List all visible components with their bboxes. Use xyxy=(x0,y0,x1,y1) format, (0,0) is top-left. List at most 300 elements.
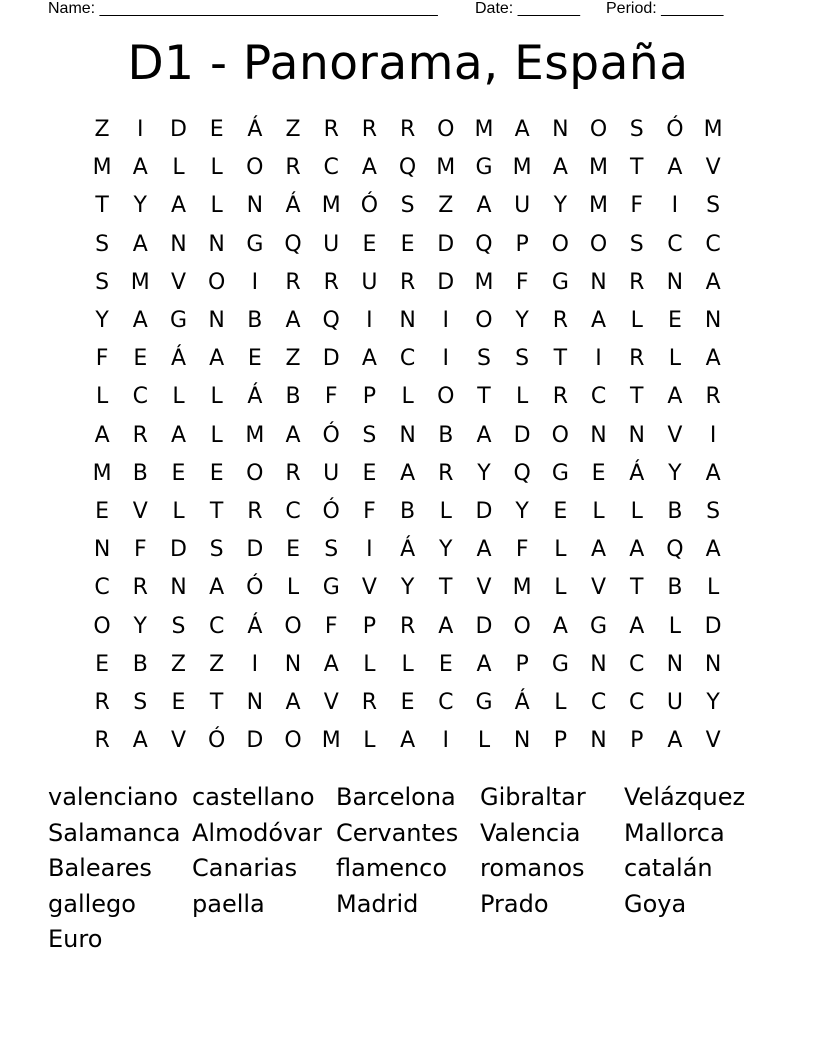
grid-letter: O xyxy=(589,117,608,143)
grid-letter: N xyxy=(704,651,722,677)
grid-letter: Á xyxy=(247,117,263,143)
grid-letter: O xyxy=(207,269,226,295)
grid-letter: A xyxy=(209,575,225,601)
grid-letter: M xyxy=(512,155,532,181)
grid-letter: Ó xyxy=(322,422,340,448)
grid-letter: F xyxy=(324,613,338,639)
grid-letter: B xyxy=(667,498,683,524)
grid-letter: Ó xyxy=(360,193,379,219)
word-bank-item: valenciano xyxy=(48,783,179,811)
grid-letter: S xyxy=(706,498,721,524)
grid-letter: I xyxy=(442,346,450,372)
grid-letter: C xyxy=(94,575,110,601)
period-field-label: Period: _______ xyxy=(606,0,724,17)
grid-letter: R xyxy=(94,728,110,754)
grid-letter: A xyxy=(476,537,492,563)
grid-letter: V xyxy=(705,155,721,181)
grid-letter: M xyxy=(92,460,112,486)
word-bank-item: Almodóvar xyxy=(192,818,322,847)
grid-letter: A xyxy=(323,651,339,677)
word-bank-item: Cervantes xyxy=(336,818,459,847)
grid-letter: B xyxy=(667,575,683,601)
grid-letter: N xyxy=(704,308,722,334)
grid-letter: U xyxy=(666,689,683,715)
grid-letter: A xyxy=(591,537,607,563)
grid-letter: C xyxy=(590,689,607,715)
grid-letter: M xyxy=(436,155,456,181)
grid-letter: N xyxy=(590,728,607,754)
grid-letter: Z xyxy=(285,117,301,143)
date-field-label: Date: _______ xyxy=(475,0,580,17)
grid-letter: G xyxy=(590,613,608,639)
grid-letter: G xyxy=(475,689,493,715)
grid-letter: E xyxy=(438,651,453,677)
grid-letter: V xyxy=(170,728,186,754)
grid-letter: C xyxy=(438,689,454,715)
word-search-grid xyxy=(83,111,732,760)
grid-letter: R xyxy=(438,460,454,486)
grid-letter: I xyxy=(137,117,144,143)
grid-letter: R xyxy=(552,384,568,410)
grid-letter: Q xyxy=(513,460,531,486)
grid-letter: L xyxy=(592,498,605,524)
grid-letter: S xyxy=(629,231,644,257)
grid-letter: G xyxy=(246,231,264,257)
grid-letter: I xyxy=(442,728,450,754)
grid-letter: T xyxy=(553,346,568,372)
grid-letter: P xyxy=(515,651,529,677)
grid-letter: I xyxy=(251,651,259,677)
grid-letter: F xyxy=(363,498,376,524)
grid-letter: Á xyxy=(170,346,186,372)
grid-letter: Z xyxy=(170,651,186,677)
grid-letter: T xyxy=(629,384,644,410)
grid-letter: L xyxy=(554,575,567,601)
grid-letter: I xyxy=(366,308,373,334)
word-bank-item: Valencia xyxy=(480,818,581,847)
grid-letter: E xyxy=(400,689,415,715)
grid-letter: Z xyxy=(209,651,225,677)
word-bank-item: catalán xyxy=(624,854,713,882)
grid-letter: A xyxy=(285,689,301,715)
header-fields xyxy=(48,0,732,18)
word-bank-item: castellano xyxy=(192,783,315,811)
grid-letter: C xyxy=(132,384,148,410)
grid-letter: E xyxy=(171,460,186,486)
grid-letter: N xyxy=(590,422,607,448)
grid-letter: L xyxy=(401,651,414,677)
grid-letter: A xyxy=(514,117,530,143)
grid-letter: Z xyxy=(285,346,301,372)
grid-letter: Y xyxy=(553,193,568,219)
grid-letter: Á xyxy=(514,689,530,715)
grid-letter: Z xyxy=(438,193,454,219)
grid-letter: U xyxy=(323,460,340,486)
grid-letter: C xyxy=(399,346,416,372)
grid-letter: B xyxy=(400,498,416,524)
grid-letter: I xyxy=(251,269,259,295)
grid-letter: Y xyxy=(477,460,491,486)
grid-letter: M xyxy=(474,117,494,143)
grid-letter: L xyxy=(477,728,491,754)
grid-letter: L xyxy=(286,575,300,601)
grid-letter: L xyxy=(516,384,529,410)
grid-letter: M xyxy=(130,269,150,295)
grid-letter: D xyxy=(169,537,187,563)
grid-letter: R xyxy=(285,269,301,295)
grid-letter: F xyxy=(630,193,644,219)
grid-letter: B xyxy=(285,384,301,410)
grid-letter: U xyxy=(514,193,531,219)
grid-letter: D xyxy=(704,613,722,639)
grid-letter: G xyxy=(551,269,569,295)
grid-letter: A xyxy=(209,346,225,372)
grid-letter: O xyxy=(437,384,455,410)
grid-letter: D xyxy=(246,537,264,563)
grid-letter: E xyxy=(400,231,415,257)
grid-letter: N xyxy=(170,231,187,257)
grid-letter: L xyxy=(554,689,567,715)
grid-letter: L xyxy=(668,346,682,372)
grid-letter: O xyxy=(437,117,455,143)
grid-letter: U xyxy=(323,231,340,257)
grid-letter: L xyxy=(172,155,185,181)
grid-letter: Q xyxy=(322,308,340,334)
grid-letter: L xyxy=(363,728,376,754)
grid-letter: A xyxy=(629,613,645,639)
grid-letter: A xyxy=(705,346,721,372)
grid-letter: A xyxy=(476,651,492,677)
grid-letter: N xyxy=(513,728,531,754)
word-bank-item: Euro xyxy=(48,925,103,953)
grid-letter: F xyxy=(515,537,529,563)
grid-letter: D xyxy=(322,346,340,372)
grid-letter: E xyxy=(591,460,606,486)
grid-letter: V xyxy=(361,575,377,601)
grid-letter: A xyxy=(285,308,301,334)
grid-letter: D xyxy=(246,728,264,754)
grid-letter: N xyxy=(93,537,111,563)
grid-letter: M xyxy=(92,155,112,181)
grid-letter: Z xyxy=(94,117,110,143)
grid-letter: A xyxy=(667,384,683,410)
grid-letter: F xyxy=(133,537,147,563)
grid-letter: L xyxy=(210,155,223,181)
grid-letter: O xyxy=(589,231,608,257)
grid-letter: A xyxy=(705,537,721,563)
grid-letter: T xyxy=(209,689,224,715)
grid-letter: A xyxy=(438,613,454,639)
word-bank-item: Prado xyxy=(480,889,549,918)
grid-letter: Á xyxy=(285,193,301,219)
grid-letter: L xyxy=(172,384,185,410)
grid-letter: L xyxy=(630,498,643,524)
grid-letter: N xyxy=(208,308,225,334)
grid-letter: O xyxy=(284,613,302,639)
grid-letter: A xyxy=(132,155,148,181)
grid-letter: E xyxy=(553,498,568,524)
grid-letter: N xyxy=(399,422,416,448)
grid-letter: V xyxy=(323,689,339,715)
grid-letter: S xyxy=(515,346,530,372)
grid-letter: N xyxy=(284,651,302,677)
grid-letter: P xyxy=(362,384,377,410)
grid-letter: Q xyxy=(475,231,493,257)
grid-letter: F xyxy=(515,269,529,295)
grid-letter: B xyxy=(438,422,454,448)
grid-letter: Y xyxy=(515,308,529,334)
grid-letter: O xyxy=(513,613,531,639)
grid-letter: A xyxy=(132,308,148,334)
grid-letter: N xyxy=(208,231,225,257)
grid-letter: D xyxy=(437,269,455,295)
grid-letter: L xyxy=(210,193,223,219)
grid-letter: Y xyxy=(515,498,529,524)
grid-letter: N xyxy=(666,651,684,677)
grid-letter: S xyxy=(706,193,721,219)
word-bank-item: flamenco xyxy=(336,854,448,882)
grid-letter: S xyxy=(209,537,224,563)
grid-letter: A xyxy=(667,728,683,754)
grid-letter: N xyxy=(552,117,569,143)
grid-letter: D xyxy=(475,498,493,524)
grid-letter: R xyxy=(285,460,301,486)
grid-letter: G xyxy=(322,575,340,601)
grid-letter: Ó xyxy=(246,575,264,601)
grid-letter: P xyxy=(630,728,644,754)
grid-letter: I xyxy=(671,193,679,219)
grid-letter: N xyxy=(170,575,187,601)
grid-letter: S xyxy=(133,689,148,715)
grid-letter: L xyxy=(95,384,109,410)
page-title: D1 - Panorama, España xyxy=(127,36,689,91)
grid-letter: B xyxy=(247,308,263,334)
grid-letter: L xyxy=(210,422,223,448)
grid-letter: A xyxy=(552,155,568,181)
grid-letter: Q xyxy=(666,537,684,563)
grid-letter: S xyxy=(629,117,644,143)
grid-letter: T xyxy=(477,384,491,410)
grid-letter: M xyxy=(512,575,532,601)
grid-letter: C xyxy=(629,651,645,677)
grid-letter: E xyxy=(667,308,682,334)
grid-letter: A xyxy=(170,422,186,448)
grid-letter: R xyxy=(361,117,378,143)
grid-letter: R xyxy=(629,346,645,372)
grid-letter: A xyxy=(667,155,683,181)
grid-letter: F xyxy=(95,346,109,372)
grid-letter: N xyxy=(590,269,607,295)
grid-letter: A xyxy=(400,460,416,486)
grid-letter: O xyxy=(284,728,302,754)
grid-letter: Y xyxy=(133,193,147,219)
grid-letter: T xyxy=(439,575,453,601)
grid-letter: A xyxy=(400,728,416,754)
word-bank-item: Goya xyxy=(624,889,687,918)
word-bank-item: Baleares xyxy=(48,854,152,882)
grid-letter: R xyxy=(399,117,416,143)
grid-letter: O xyxy=(93,613,111,639)
grid-letter: C xyxy=(323,155,339,181)
grid-letter: V xyxy=(591,575,607,601)
grid-letter: N xyxy=(246,193,264,219)
grid-letter: V xyxy=(132,498,148,524)
grid-letter: G xyxy=(169,308,187,334)
grid-letter: E xyxy=(95,498,110,524)
word-bank-item: Canarias xyxy=(192,854,298,882)
grid-letter: Y xyxy=(668,460,682,486)
grid-letter: R xyxy=(247,498,263,524)
grid-letter: G xyxy=(475,155,493,181)
grid-letter: I xyxy=(366,537,373,563)
grid-letter: M xyxy=(474,269,494,295)
grid-letter: A xyxy=(705,460,721,486)
grid-letter: B xyxy=(132,651,148,677)
grid-letter: B xyxy=(132,460,148,486)
grid-letter: R xyxy=(399,613,416,639)
grid-letter: S xyxy=(171,613,186,639)
grid-letter: T xyxy=(95,193,109,219)
grid-letter: O xyxy=(551,231,569,257)
grid-letter: L xyxy=(439,498,452,524)
grid-letter: M xyxy=(589,193,609,219)
grid-letter: R xyxy=(399,269,416,295)
grid-letter: D xyxy=(513,422,531,448)
grid-letter: S xyxy=(95,231,110,257)
grid-letter: L xyxy=(668,613,682,639)
grid-letter: Ó xyxy=(666,117,684,143)
grid-letter: R xyxy=(94,689,110,715)
grid-letter: O xyxy=(246,460,264,486)
grid-letter: A xyxy=(132,728,148,754)
grid-letter: O xyxy=(475,308,493,334)
grid-letter: E xyxy=(286,537,300,563)
grid-letter: N xyxy=(590,651,607,677)
grid-letter: A xyxy=(132,231,148,257)
grid-letter: D xyxy=(169,117,187,143)
word-bank-item: Velázquez xyxy=(624,783,746,811)
grid-letter: C xyxy=(629,689,645,715)
grid-letter: E xyxy=(133,346,148,372)
grid-letter: E xyxy=(209,117,224,143)
grid-letter: A xyxy=(94,422,110,448)
grid-letter: A xyxy=(629,537,645,563)
grid-letter: E xyxy=(247,346,262,372)
grid-letter: Á xyxy=(400,537,416,563)
grid-letter: G xyxy=(551,460,569,486)
grid-letter: M xyxy=(703,117,723,143)
grid-letter: A xyxy=(552,613,568,639)
grid-letter: F xyxy=(324,384,338,410)
grid-letter: O xyxy=(246,155,264,181)
word-bank-item: gallego xyxy=(48,889,136,918)
grid-letter: T xyxy=(629,575,644,601)
grid-letter: P xyxy=(553,728,567,754)
grid-letter: Y xyxy=(95,308,109,334)
grid-letter: I xyxy=(709,422,717,448)
grid-letter: V xyxy=(667,422,683,448)
grid-letter: Á xyxy=(629,460,645,486)
grid-letter: M xyxy=(321,193,341,219)
word-bank-item: Gibraltar xyxy=(480,783,586,811)
grid-letter: Ó xyxy=(207,728,226,754)
grid-letter: L xyxy=(172,498,185,524)
grid-letter: A xyxy=(705,269,721,295)
grid-letter: A xyxy=(476,193,492,219)
grid-letter: L xyxy=(706,575,720,601)
grid-letter: V xyxy=(170,269,186,295)
grid-letter: P xyxy=(515,231,529,257)
grid-letter: V xyxy=(705,728,721,754)
word-bank-item: Madrid xyxy=(336,889,419,918)
grid-letter: E xyxy=(171,689,186,715)
name-field-label: Name: ______________________________________ xyxy=(48,0,438,17)
grid-letter: L xyxy=(363,651,376,677)
grid-letter: R xyxy=(132,422,148,448)
grid-letter: Q xyxy=(284,231,302,257)
grid-letter: A xyxy=(285,422,301,448)
word-bank-item: Mallorca xyxy=(624,818,725,847)
grid-letter: S xyxy=(400,193,415,219)
word-bank xyxy=(48,780,768,958)
grid-letter: C xyxy=(667,231,683,257)
grid-letter: D xyxy=(437,231,455,257)
grid-letter: V xyxy=(476,575,492,601)
word-bank-item: romanos xyxy=(480,854,585,882)
grid-letter: U xyxy=(361,269,378,295)
grid-letter: L xyxy=(210,384,223,410)
grid-letter: Y xyxy=(706,689,720,715)
grid-letter: M xyxy=(321,728,341,754)
grid-letter: E xyxy=(362,460,377,486)
word-bank-item: Salamanca xyxy=(48,818,181,847)
grid-letter: G xyxy=(551,651,569,677)
grid-letter: A xyxy=(591,308,607,334)
grid-letter: R xyxy=(361,689,378,715)
grid-letter: E xyxy=(95,651,110,677)
grid-letter: R xyxy=(132,575,148,601)
grid-letter: L xyxy=(554,537,567,563)
grid-letter: R xyxy=(323,269,339,295)
grid-letter: E xyxy=(209,460,224,486)
grid-letter: A xyxy=(476,422,492,448)
grid-letter: N xyxy=(399,308,416,334)
grid-letter: Á xyxy=(247,384,263,410)
grid-letter: C xyxy=(705,231,721,257)
word-bank-item: paella xyxy=(192,889,265,918)
grid-letter: L xyxy=(401,384,414,410)
grid-letter: S xyxy=(324,537,339,563)
grid-letter: L xyxy=(630,308,643,334)
grid-letter: P xyxy=(362,613,377,639)
word-bank-item: Barcelona xyxy=(336,783,456,811)
grid-letter: R xyxy=(285,155,301,181)
grid-letter: N xyxy=(246,689,264,715)
grid-letter: S xyxy=(95,269,110,295)
grid-letter: S xyxy=(362,422,377,448)
grid-letter: Y xyxy=(439,537,453,563)
grid-letter: S xyxy=(476,346,491,372)
grid-letter: Q xyxy=(398,155,417,181)
grid-letter: I xyxy=(595,346,602,372)
grid-letter: R xyxy=(323,117,339,143)
grid-letter: R xyxy=(552,308,568,334)
grid-letter: R xyxy=(629,269,645,295)
grid-letter: Ó xyxy=(322,498,340,524)
grid-letter: D xyxy=(475,613,493,639)
grid-letter: Á xyxy=(247,613,263,639)
grid-letter: A xyxy=(361,155,377,181)
